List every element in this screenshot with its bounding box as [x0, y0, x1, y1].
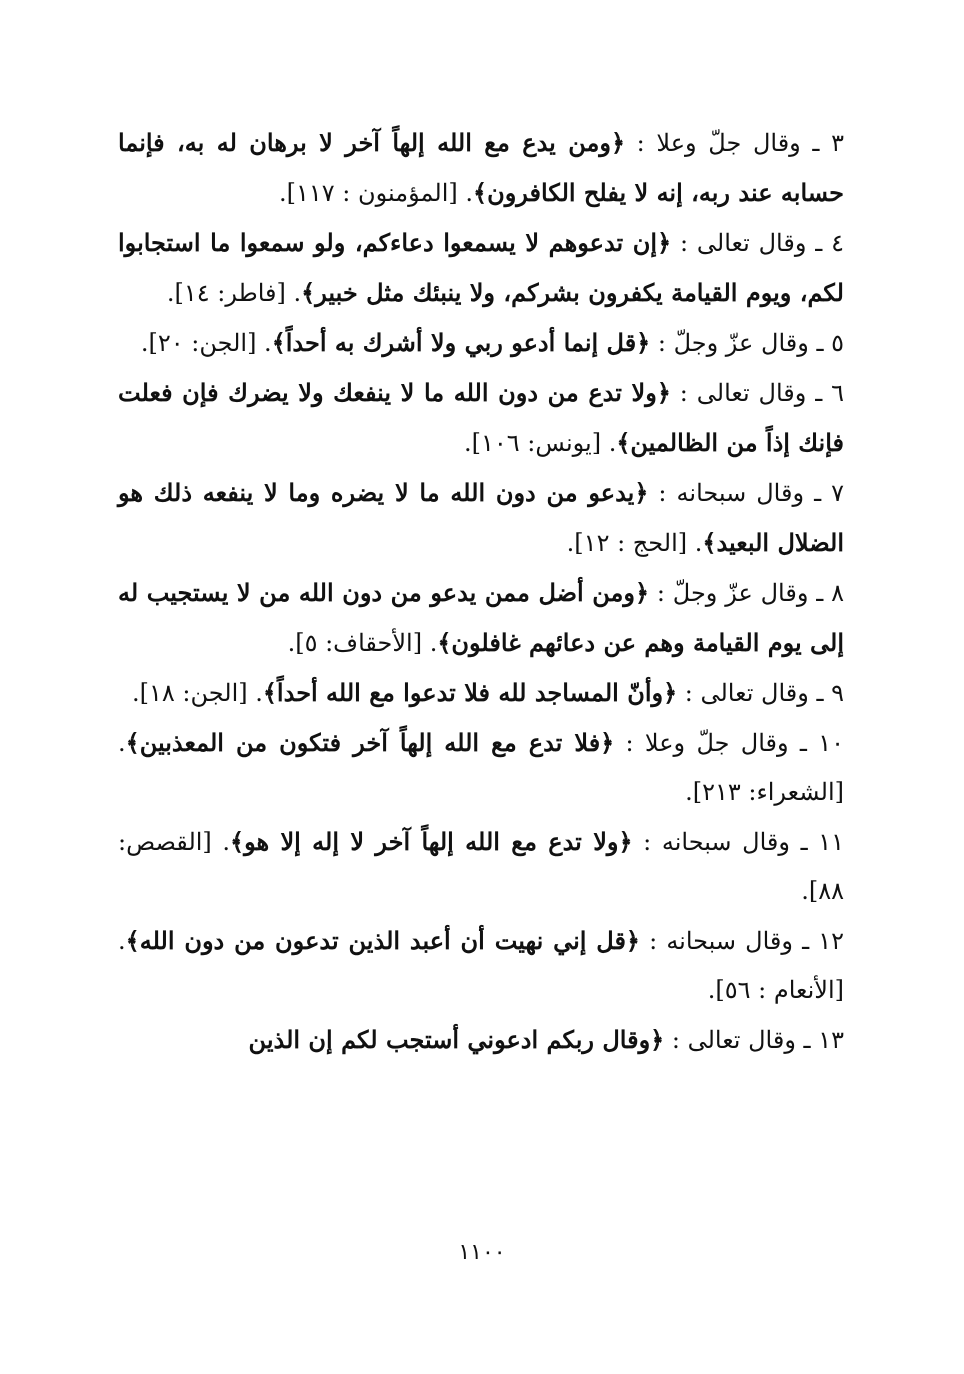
- quran-verse: ﴿وأنّ المساجد لله فلا تدعوا مع الله أحداً﴾: [262, 678, 678, 707]
- verse-reference: . [يونس: ١٠٦].: [463, 429, 617, 457]
- entry-intro: ١١ ـ وقال سبحانه :: [632, 828, 844, 856]
- quran-verse: ﴿ولا تدع مع الله إلهاً آخر لا إله إلا هو﴾: [230, 827, 633, 856]
- verse-reference: . [الجن: ١٨].: [132, 679, 263, 707]
- quran-verse: ﴿إن تدعوهم لا يسمعوا دعاءكم، ولو سمعوا ما استجابوا لكم، ويوم القيامة يكفرون بشركم، ولا ينبئك مثل خبير﴾: [118, 228, 844, 307]
- entry-12: [118, 916, 844, 1015]
- entry-intro: ١٣ ـ وقال تعالى :: [664, 1026, 844, 1054]
- verse-reference: . [الأنعام : ٥٦].: [118, 927, 844, 1004]
- quran-verse: ﴿قل إني نهيت أن أعبد الذين تدعون من دون الله﴾: [125, 926, 640, 955]
- entry-11: [118, 817, 844, 916]
- quran-verse: ﴿ومن يدع مع الله إلهاً آخر لا برهان له به، فإنما حسابه عند ربه، إنه لا يفلح الكافرون﴾: [118, 128, 844, 207]
- quran-verse: ﴿ولا تدع من دون الله ما لا ينفعك ولا يضرك فإن فعلت فإنك إذاً من الظالمين﴾: [118, 378, 844, 457]
- entry-5: [118, 318, 844, 368]
- quran-verse: ﴿ومن أضل ممن يدعو من دون الله من لا يستجيب له إلى يوم القيامة وهم عن دعائهم غافلون﴾: [118, 578, 844, 657]
- page-number: ١١٠٠: [458, 1240, 506, 1265]
- entry-intro: ٩ ـ وقال تعالى :: [677, 679, 844, 707]
- verse-reference: . [الجن: ٢٠].: [140, 329, 272, 357]
- entry-10: [118, 718, 844, 817]
- entry-intro: ٤ ـ وقال تعالى :: [671, 229, 844, 257]
- entry-13: [118, 1015, 844, 1065]
- verse-reference: . [القصص: ٨٨].: [118, 828, 844, 905]
- entry-6: [118, 368, 844, 468]
- entry-intro: ٧ ـ وقال سبحانه :: [648, 479, 845, 507]
- quran-verse: ﴿وقال ربكم ادعوني أستجب لكم إن الذين: [248, 1025, 665, 1054]
- quran-verse: ﴿فلا تدع مع الله إلهاً آخر فتكون من المعذبين﴾: [125, 728, 615, 757]
- entry-4: [118, 218, 844, 318]
- document-page: [118, 118, 844, 1298]
- entry-intro: ٣ ـ وقال جلّ وعلا :: [625, 129, 844, 157]
- quran-verse: ﴿قل إنما أدعو ربي ولا أشرك به أحداً﴾: [271, 328, 651, 357]
- entry-intro: ١٢ ـ وقال سبحانه :: [640, 927, 844, 955]
- entry-7: [118, 468, 844, 568]
- entry-9: [118, 668, 844, 718]
- quran-verse: ﴿يدعو من دون الله ما لا يضره وما لا ينفعه ذلك هو الضلال البعيد﴾: [118, 478, 844, 557]
- entry-intro: ٦ ـ وقال تعالى :: [670, 379, 845, 407]
- verse-reference: . [الشعراء: ٢١٣].: [118, 729, 844, 806]
- verse-reference: . [الأحقاف: ٥].: [287, 629, 438, 657]
- entry-intro: ١٠ ـ وقال جلّ وعلا :: [614, 729, 844, 757]
- entry-8: [118, 568, 844, 668]
- entry-intro: ٥ ـ وقال عزّ وجلّ :: [650, 329, 844, 357]
- verse-reference: . [المؤمنون : ١١٧].: [279, 179, 474, 207]
- entry-3: [118, 118, 844, 218]
- verse-reference: . [الحج : ١٢].: [566, 529, 703, 557]
- verse-reference: . [فاطر: ١٤].: [166, 279, 302, 307]
- entry-intro: ٨ ـ وقال عزّ وجلّ :: [649, 579, 845, 607]
